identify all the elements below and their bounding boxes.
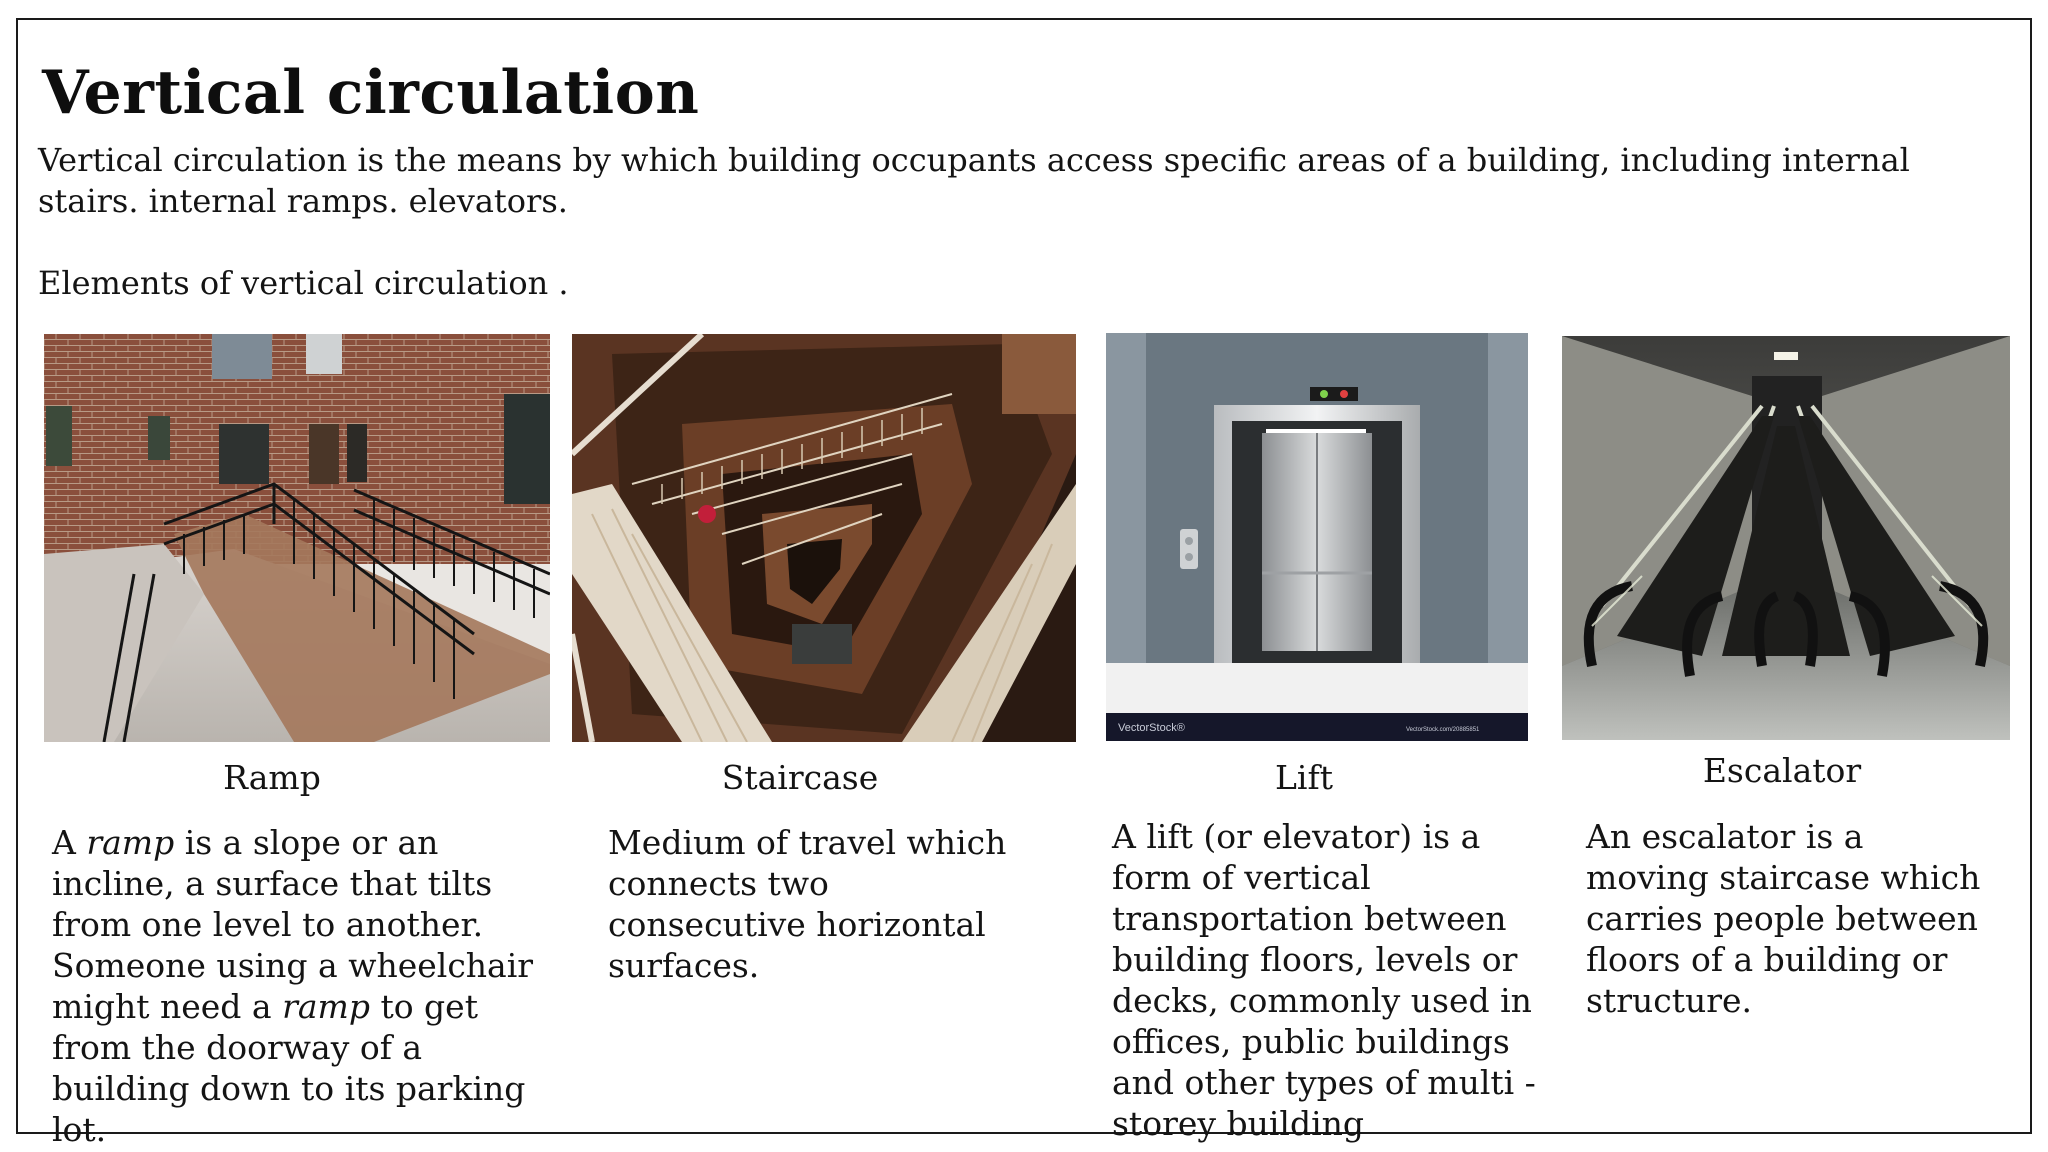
description-text: to get from the doorway of a building down to its parking lot. <box>52 987 526 1149</box>
description-lift: A lift (or elevator) is a form of vertical transportation between building floors, levels or decks, commonly used in offices, public buildings and other types of multi - storey building <box>1112 817 1536 1143</box>
staircase-photo <box>572 334 1076 742</box>
description-staircase: Medium of travel which connects two consecutive horizontal surfaces. <box>608 823 1007 985</box>
ramp-term-italic: ramp <box>282 987 370 1026</box>
ramp-term-italic: ramp <box>86 823 175 862</box>
description-text: is a slope or an incline, a surface that tilts from one level to another. Someone using a wheelchair might need a <box>52 823 534 1026</box>
escalator-photo <box>1562 336 2010 740</box>
watermark-right: VectorStock.com/20885851 <box>1406 727 1480 733</box>
caption-ramp: Ramp <box>223 758 321 797</box>
caption-escalator: Escalator <box>1702 751 1862 790</box>
description-text: A <box>52 823 87 862</box>
caption-staircase: Staircase <box>721 758 879 797</box>
slide-title: Vertical circulation <box>42 58 700 128</box>
watermark-left: VectorStock® <box>1118 722 1185 734</box>
description-escalator: An escalator is a moving staircase which carries people between floors of a building or structure. <box>1586 817 1981 1020</box>
ramp-photo <box>44 334 550 742</box>
elements-heading: Elements of vertical circulation . <box>38 264 569 302</box>
lift-photo <box>1106 333 1528 741</box>
intro-paragraph: Vertical circulation is the means by which building occupants access specific areas of a building, including internal stairs. internal ramps. elevators. <box>38 141 1910 220</box>
caption-lift: Lift <box>1275 758 1333 797</box>
description-ramp <box>52 822 562 1150</box>
